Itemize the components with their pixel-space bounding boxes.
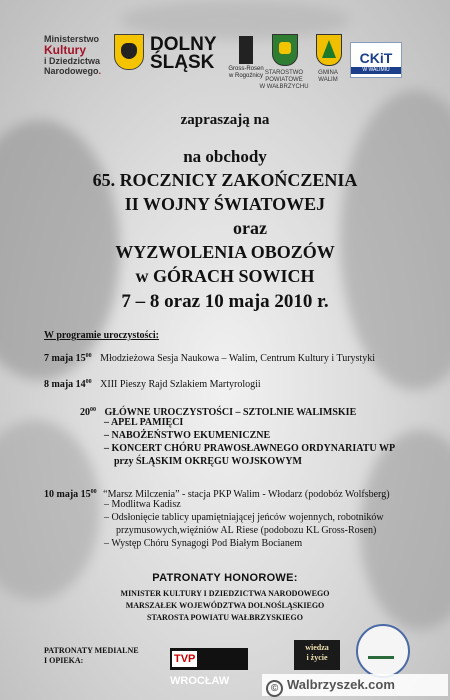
museum-gross-rosen-logo: Gross-Rosen w Rogoźnicy bbox=[226, 36, 266, 80]
title-line-4: oraz bbox=[233, 218, 267, 238]
program-event-2: 8 maja $14^{00}$ XIII Pieszy Rajd Szlakiem Martyrologii bbox=[44, 379, 261, 390]
program-event-3-item: – NABOŻEŃSTWO EKUMENICZNE bbox=[104, 430, 271, 441]
logo-row bbox=[0, 30, 450, 100]
media-patronage-label: PATRONATY MEDIALNE I OPIEKA: bbox=[44, 646, 139, 665]
title-line-3: II WOJNY ŚWIATOWEJ bbox=[124, 194, 326, 214]
patronage-item: STAROSTA POWIATU WAŁBRZYSKIEGO bbox=[147, 613, 303, 622]
copyright-icon: © bbox=[266, 680, 283, 697]
program-event-4-item: – Występ Chóru Synagogi Pod Białym Bocianem bbox=[104, 538, 303, 549]
gmina-caption: GMINA WALIM bbox=[318, 70, 338, 83]
intro-text: zapraszają na bbox=[180, 112, 270, 128]
program-event-3: $20^{00}$ GŁÓWNE UROCZYSTOŚCI – SZTOLNIE WALIMSKIE bbox=[80, 407, 357, 418]
dolny-slask-logo: DOLNY ŚLĄSK bbox=[150, 34, 217, 73]
patronage-heading: PATRONATY HONOROWE: bbox=[152, 572, 298, 584]
tvp-wroclaw-logo: TVP WROCŁAW bbox=[170, 648, 248, 670]
gmina-walim-crest-icon bbox=[316, 34, 342, 66]
program-event-4: 10 maja $15^{00}$ “Marsz Milczenia” - stacja PKP Walim - Włodarz (podobóz Wolfsberg) bbox=[44, 489, 390, 500]
patronage-item: MINISTER KULTURY I DZIEDZICTWA NARODOWEGO bbox=[120, 589, 330, 598]
dolny-slask-crest-icon bbox=[114, 34, 144, 70]
ckit-logo: CKiT W WALIMIU bbox=[350, 42, 402, 78]
program-event-3-item: przy ŚLĄSKIM OKRĘGU WOJSKOWYM bbox=[114, 456, 302, 467]
ministry-logo: Ministerstwo Kultury i Dziedzictwa Narodowego. bbox=[44, 34, 102, 76]
title-line-6: w GÓRACH SOWICH bbox=[135, 266, 315, 286]
program-event-4-item: – Odsłonięcie tablicy upamiętniającej jeńców wojennych, robotników bbox=[104, 512, 384, 523]
school-seal-icon bbox=[356, 624, 410, 678]
starostwo-crest-icon bbox=[272, 34, 298, 66]
patronage-item: MARSZAŁEK WOJEWÓDZTWA DOLNOŚLĄSKIEGO bbox=[125, 601, 325, 610]
program-event-1: 7 maja $15^{00}$ Młodzieżowa Sesja Naukowa – Walim, Centrum Kultury i Turystyki bbox=[44, 353, 375, 364]
honorary-patronage bbox=[0, 572, 450, 624]
watermark: © Walbrzyszek.com bbox=[262, 674, 448, 696]
wiedza-i-zycie-logo: wiedza i życie bbox=[294, 640, 340, 670]
program-event-3-item: – KONCERT CHÓRU PRAWOSŁAWNEGO ORDYNARIATU WP bbox=[104, 443, 396, 454]
program-heading: W programie uroczystości: bbox=[44, 330, 159, 341]
title-line-1: na obchody bbox=[183, 147, 267, 166]
title-line-5: WYZWOLENIA OBOZÓW bbox=[115, 242, 335, 262]
program-event-4-item: – Modlitwa Kadisz bbox=[104, 499, 181, 510]
museum-pillar-icon bbox=[239, 36, 253, 64]
event-dates: 7 – 8 oraz 10 maja 2010 r. bbox=[121, 291, 329, 312]
program-event-3-item: – APEL PAMIĘCI bbox=[104, 417, 184, 428]
program-event-4-item: przymusowych,więźniów AL Riese (podobozu KL Gross-Rosen) bbox=[116, 525, 377, 536]
title-line-2: 65. ROCZNICY ZAKOŃCZENIA bbox=[92, 170, 358, 190]
starostwo-caption: STAROSTWO POWIATOWE W WAŁBRZYCHU bbox=[259, 70, 309, 90]
